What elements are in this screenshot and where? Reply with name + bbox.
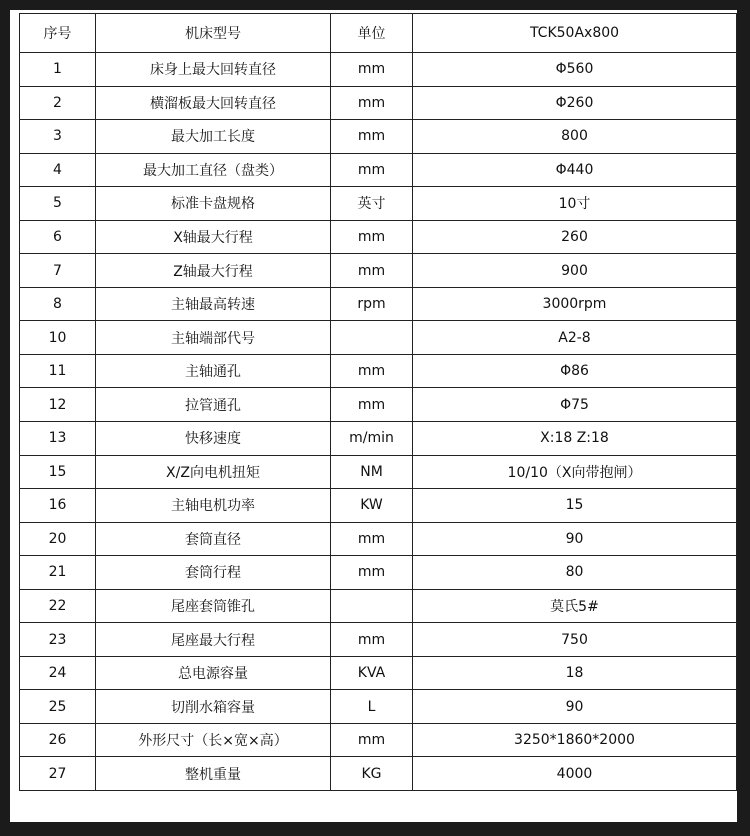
row-name: 主轴通孔 (96, 354, 331, 388)
table-row (20, 690, 737, 724)
row-value: 90 (413, 690, 737, 724)
table-row (20, 522, 737, 556)
row-no: 7 (20, 254, 96, 288)
header-no: 序号 (20, 14, 96, 53)
row-unit: KG (331, 757, 413, 791)
row-unit: m/min (331, 422, 413, 456)
row-value: 3250*1860*2000 (413, 723, 737, 757)
row-name: 外形尺寸（长×宽×高） (96, 723, 331, 757)
row-unit (331, 589, 413, 623)
row-no: 16 (20, 489, 96, 523)
table-row (20, 455, 737, 489)
row-unit: rpm (331, 287, 413, 321)
row-no: 13 (20, 422, 96, 456)
spec-table-body (20, 14, 737, 791)
row-value: 750 (413, 623, 737, 657)
row-value: 800 (413, 120, 737, 154)
row-value: 900 (413, 254, 737, 288)
row-no: 2 (20, 86, 96, 120)
row-value: Φ560 (413, 53, 737, 87)
table-row (20, 723, 737, 757)
table-row (20, 354, 737, 388)
row-no: 24 (20, 656, 96, 690)
table-row (20, 388, 737, 422)
row-name: 标准卡盘规格 (96, 187, 331, 221)
table-row (20, 422, 737, 456)
row-unit: mm (331, 354, 413, 388)
row-name: 总电源容量 (96, 656, 331, 690)
row-unit: mm (331, 53, 413, 87)
header-name: 机床型号 (96, 14, 331, 53)
row-name: 切削水箱容量 (96, 690, 331, 724)
row-no: 26 (20, 723, 96, 757)
table-row (20, 86, 737, 120)
row-no: 25 (20, 690, 96, 724)
table-row (20, 321, 737, 355)
row-no: 20 (20, 522, 96, 556)
table-row (20, 757, 737, 791)
row-value: 莫氏5# (413, 589, 737, 623)
row-value: Φ260 (413, 86, 737, 120)
row-unit: mm (331, 388, 413, 422)
table-row (20, 589, 737, 623)
row-unit: mm (331, 120, 413, 154)
header-row (20, 14, 737, 53)
row-no: 22 (20, 589, 96, 623)
table-row (20, 153, 737, 187)
row-name: X轴最大行程 (96, 220, 331, 254)
row-no: 8 (20, 287, 96, 321)
row-no: 11 (20, 354, 96, 388)
row-value: 18 (413, 656, 737, 690)
table-row (20, 489, 737, 523)
row-no: 4 (20, 153, 96, 187)
row-no: 15 (20, 455, 96, 489)
row-value: 15 (413, 489, 737, 523)
row-value: 90 (413, 522, 737, 556)
row-unit: KVA (331, 656, 413, 690)
row-unit: mm (331, 254, 413, 288)
row-unit: NM (331, 455, 413, 489)
row-unit: mm (331, 220, 413, 254)
row-unit: L (331, 690, 413, 724)
row-unit: 英寸 (331, 187, 413, 221)
row-name: 拉管通孔 (96, 388, 331, 422)
row-name: 床身上最大回转直径 (96, 53, 331, 87)
row-value: Φ86 (413, 354, 737, 388)
row-value: Φ75 (413, 388, 737, 422)
row-no: 23 (20, 623, 96, 657)
row-value: 3000rpm (413, 287, 737, 321)
row-name: 套筒直径 (96, 522, 331, 556)
table-row (20, 120, 737, 154)
row-no: 5 (20, 187, 96, 221)
row-name: 快移速度 (96, 422, 331, 456)
row-unit: mm (331, 86, 413, 120)
row-value: A2-8 (413, 321, 737, 355)
row-unit: KW (331, 489, 413, 523)
table-row (20, 220, 737, 254)
row-name: 尾座最大行程 (96, 623, 331, 657)
table-row (20, 254, 737, 288)
row-name: 横溜板最大回转直径 (96, 86, 331, 120)
row-unit (331, 321, 413, 355)
row-name: X/Z向电机扭矩 (96, 455, 331, 489)
row-no: 1 (20, 53, 96, 87)
row-unit: mm (331, 153, 413, 187)
table-row (20, 556, 737, 590)
row-name: Z轴最大行程 (96, 254, 331, 288)
row-name: 套筒行程 (96, 556, 331, 590)
row-name: 最大加工长度 (96, 120, 331, 154)
row-name: 最大加工直径（盘类） (96, 153, 331, 187)
spec-table (19, 13, 737, 791)
row-no: 21 (20, 556, 96, 590)
table-row (20, 53, 737, 87)
row-value: 80 (413, 556, 737, 590)
row-no: 10 (20, 321, 96, 355)
row-no: 27 (20, 757, 96, 791)
row-unit: mm (331, 522, 413, 556)
spec-sheet (10, 10, 737, 822)
row-value: 10寸 (413, 187, 737, 221)
row-value: 260 (413, 220, 737, 254)
table-row (20, 623, 737, 657)
row-name: 主轴最高转速 (96, 287, 331, 321)
row-value: 4000 (413, 757, 737, 791)
row-value: Φ440 (413, 153, 737, 187)
header-model-value: TCK50Ax800 (413, 14, 737, 53)
row-unit: mm (331, 556, 413, 590)
row-no: 6 (20, 220, 96, 254)
row-value: 10/10（X向带抱闸） (413, 455, 737, 489)
table-row (20, 287, 737, 321)
row-no: 3 (20, 120, 96, 154)
row-no: 12 (20, 388, 96, 422)
row-name: 主轴端部代号 (96, 321, 331, 355)
row-value: X:18 Z:18 (413, 422, 737, 456)
row-name: 整机重量 (96, 757, 331, 791)
row-unit: mm (331, 623, 413, 657)
row-name: 主轴电机功率 (96, 489, 331, 523)
table-row (20, 187, 737, 221)
header-unit: 单位 (331, 14, 413, 53)
table-row (20, 656, 737, 690)
row-unit: mm (331, 723, 413, 757)
row-name: 尾座套筒锥孔 (96, 589, 331, 623)
